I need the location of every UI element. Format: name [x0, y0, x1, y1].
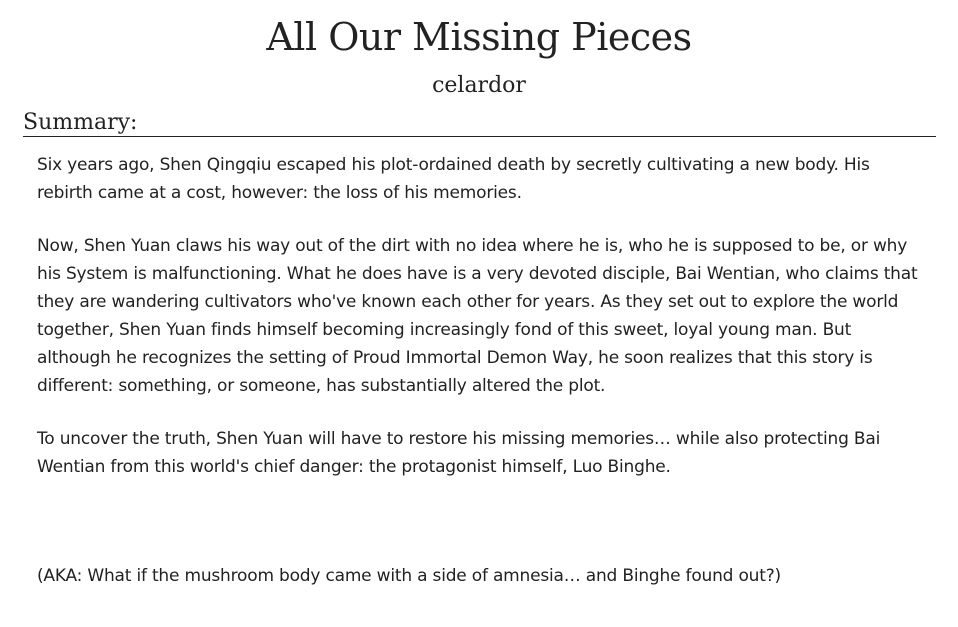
summary-paragraph: Six years ago, Shen Qingqiu escaped his plot-ordained death by secretly cultivating a new body. His rebirth came at a cost, however: the loss of his memories.	[37, 155, 870, 203]
summary-body	[37, 151, 927, 590]
work-title: All Our Missing Pieces	[266, 15, 692, 59]
summary-heading: Summary:	[23, 110, 936, 137]
summary-paragraph: Now, Shen Yuan claws his way out of the dirt with no idea where he is, who he is supposed to be, or why his System is malfunctioning. What he does have is a very devoted disciple, Bai Wentian, who claims that they are wandering cultivators who've known each other for years. As they set out to explore the world together, Shen Yuan finds himself becoming increasingly fond of this sweet, loyal young man. But although he recognizes the setting of Proud Immortal Demon Way, he soon realizes that this story is different: something, or someone, has substantially altered the plot.	[37, 236, 918, 396]
summary-paragraph: To uncover the truth, Shen Yuan will have to restore his missing memories… while also protecting Bai Wentian from this world's chief danger: the protagonist himself, Luo Binghe.	[37, 429, 881, 477]
author-name[interactable]: celardor	[432, 73, 526, 98]
summary-aka-note: (AKA: What if the mushroom body came with a side of amnesia… and Binghe found out?)	[37, 566, 781, 586]
